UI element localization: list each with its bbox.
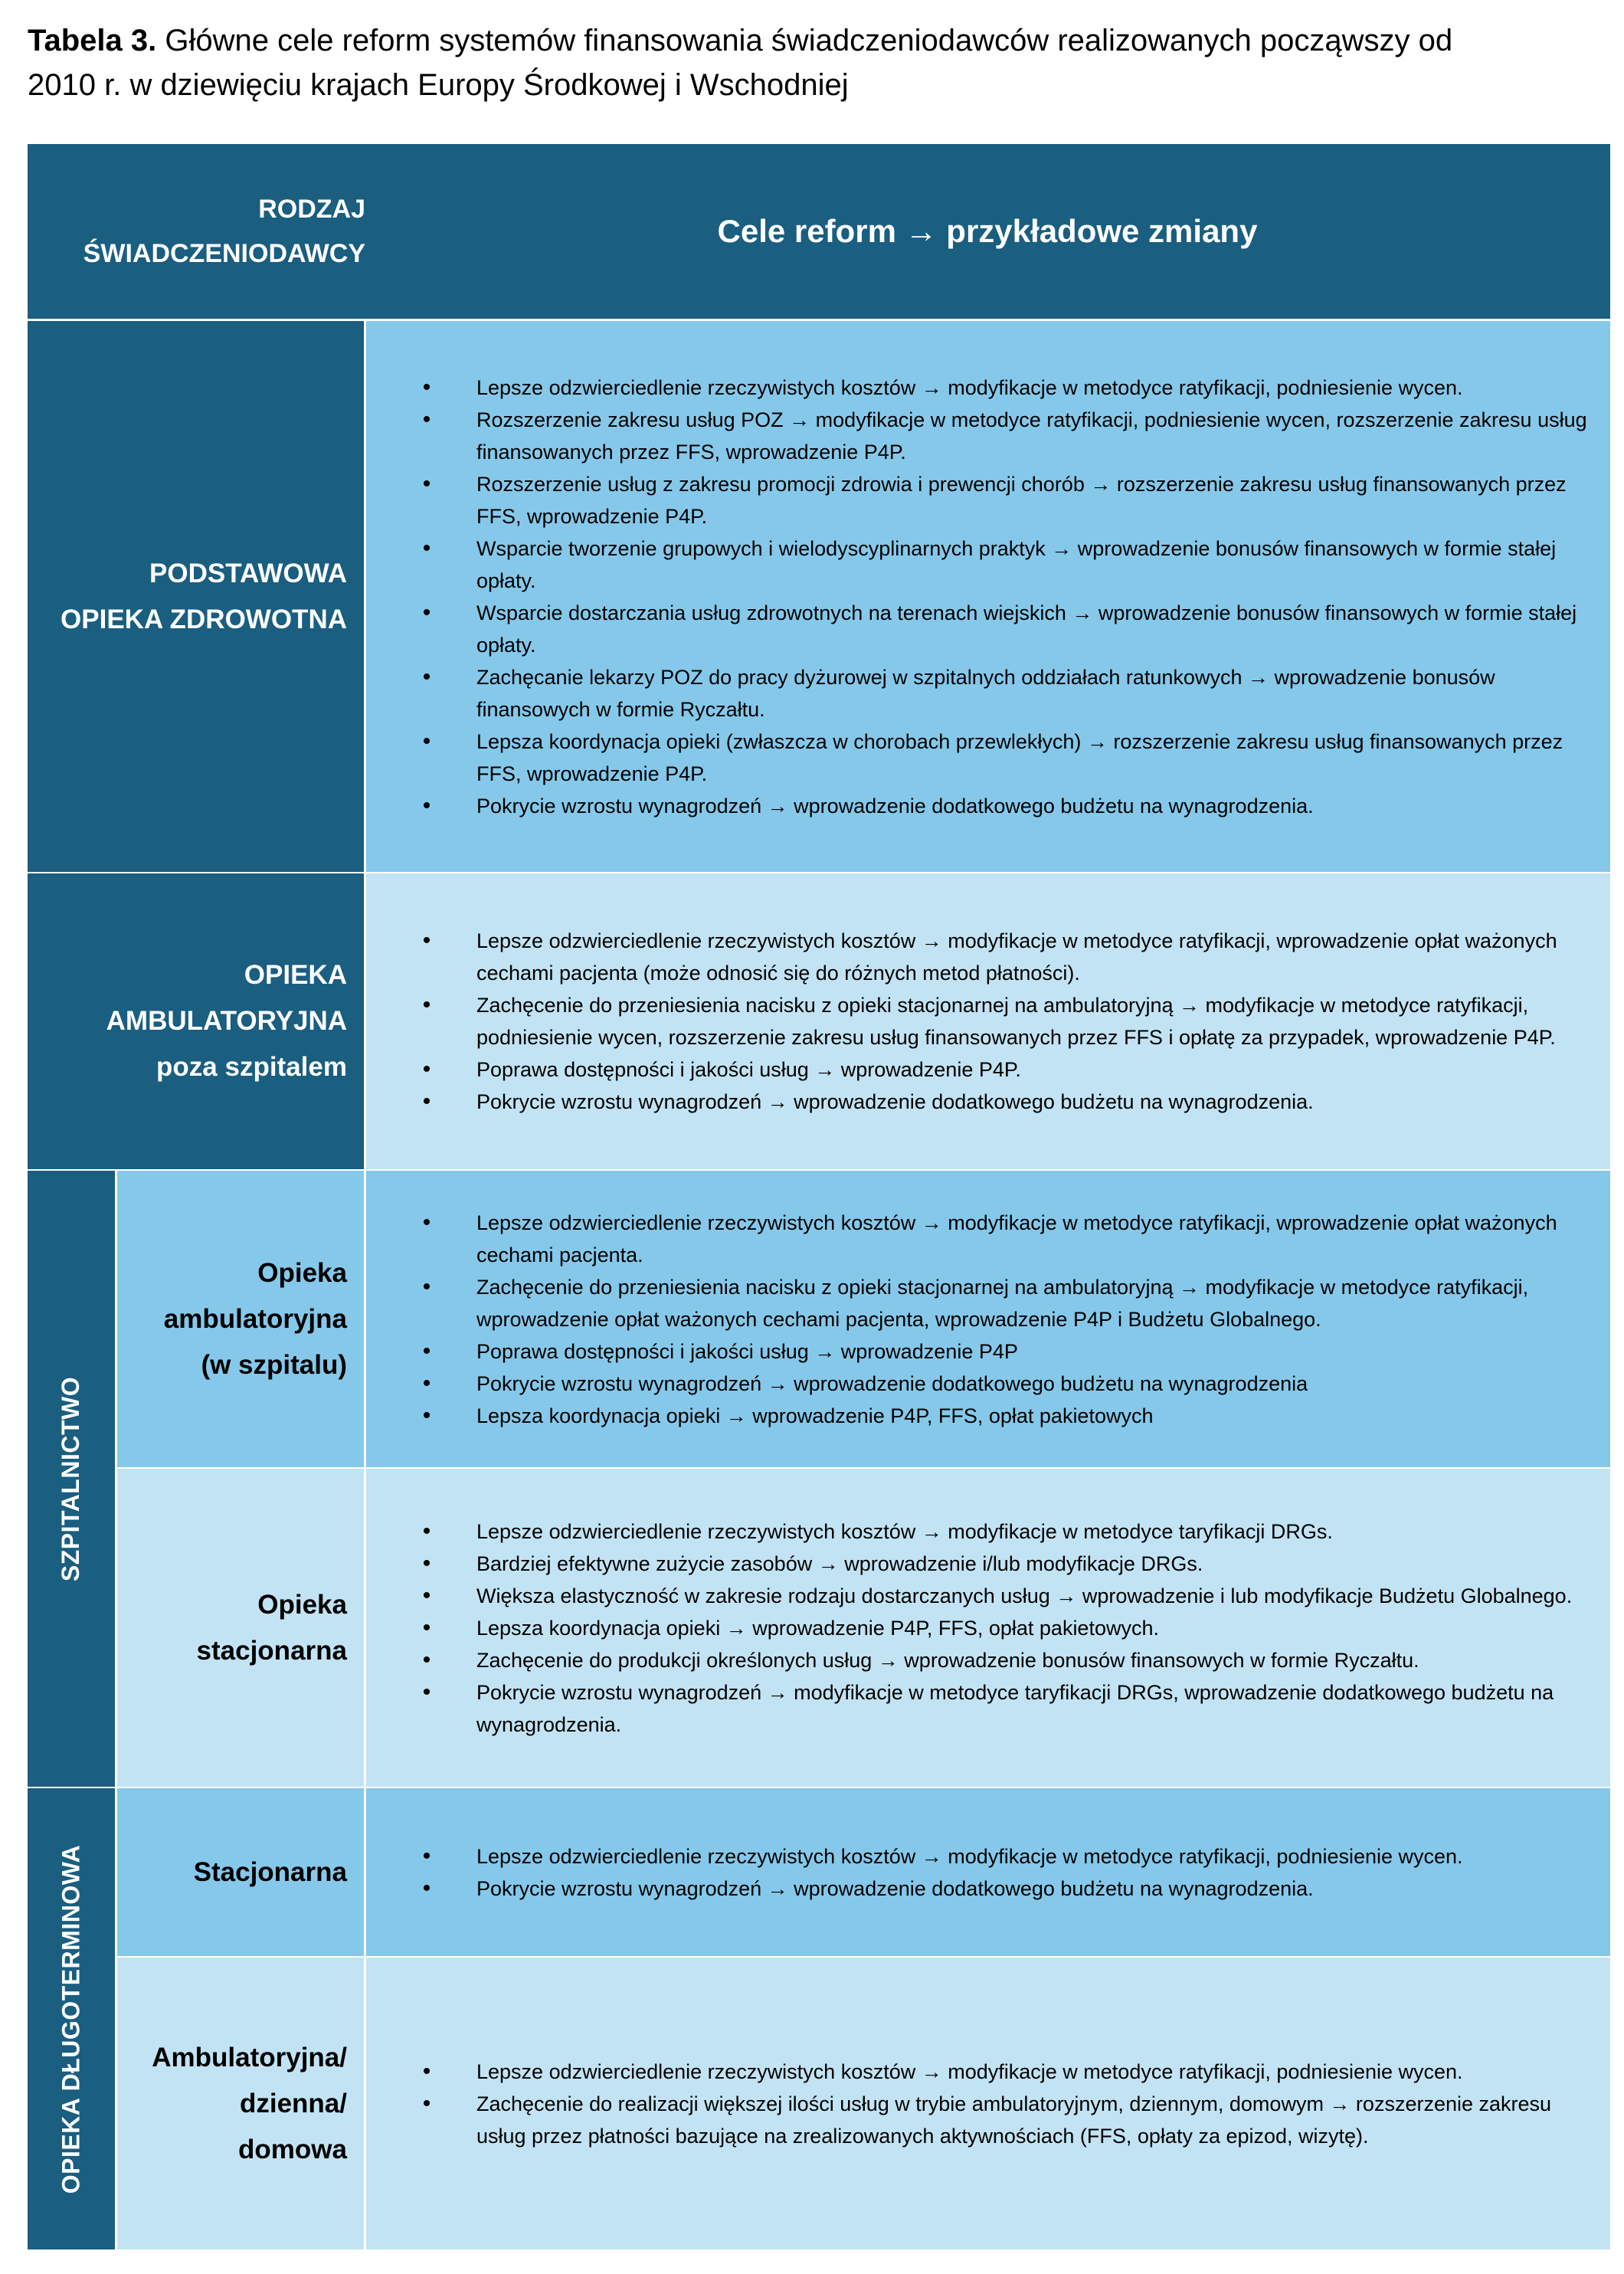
goal-text: Lepsza koordynacja opieki → wprowadzenie P4P, FFS, opłat pakietowych.	[476, 1616, 1159, 1640]
header-provider-type	[83, 144, 365, 319]
header-provider-type-line1: RODZAJ	[258, 195, 365, 224]
bullet-icon: •	[422, 1582, 431, 1608]
bullet-icon: •	[422, 1647, 431, 1673]
goal-text: Lepsze odzwierciedlenie rzeczywistych kosztów → modyfikacje w metodyce ratyfikacji, podniesienie wycen.	[476, 1844, 1463, 1868]
goal-item	[415, 1335, 1592, 1368]
goal-item	[415, 404, 1592, 468]
goal-text: Zachęcanie lekarzy POZ do pracy dyżurowej w szpitalnych oddziałach ratunkowych → wprowadzenie bonusów finansowych w formie Ryczałtu.	[476, 665, 1495, 721]
row-label-line: PODSTAWOWA	[149, 558, 347, 588]
goal-item	[415, 1271, 1592, 1335]
goal-text: Poprawa dostępności i jakości usług → wprowadzenie P4P.	[476, 1058, 1021, 1081]
header-goals: Cele reform → przykładowe zmiany	[717, 213, 1258, 249]
goal-item	[415, 1515, 1592, 1548]
group-label-long-term-care	[28, 1788, 115, 2249]
goal-text: Pokrycie wzrostu wynagrodzeń → wprowadzenie dodatkowego budżetu na wynagrodzenia.	[476, 1090, 1314, 1113]
goal-text: Zachęcenie do przeniesienia nacisku z opieki stacjonarnej na ambulatoryjną → modyfikacje w metodyce ratyfikacji, podniesienie wycen, rozszerzenie zakresu usług finansowanych przez FFS i opłatę za przypadek, wprowadzenie P4P.	[476, 994, 1556, 1049]
goal-text: Pokrycie wzrostu wynagrodzeń → modyfikacje w metodyce taryfikacji DRGs, wprowadzenie dodatkowego budżetu na wynagrodzenia.	[476, 1680, 1554, 1736]
bullet-icon: •	[422, 1402, 431, 1428]
bullet-icon: •	[422, 1209, 431, 1235]
goal-text: Pokrycie wzrostu wynagrodzeń → wprowadzenie dodatkowego budżetu na wynagrodzenia.	[476, 1876, 1314, 1900]
row-label-long-term-inpatient	[117, 1788, 364, 1956]
bullet-icon: •	[422, 992, 431, 1017]
goals-list	[415, 1207, 1592, 1432]
bullet-icon: •	[422, 1089, 431, 1114]
goal-text: Lepsza koordynacja opieki (zwłaszcza w chorobach przewlekłych) → rozszerzenie zakresu usług finansowanych przez FFS, wprowadzenie P4P.	[476, 729, 1563, 785]
table-caption	[28, 18, 1624, 107]
goal-item	[415, 925, 1592, 989]
goal-item	[415, 2056, 1592, 2088]
row-label-hospital-outpatient	[117, 1171, 364, 1467]
goal-item	[415, 468, 1592, 532]
row-content-long-term-outpatient	[366, 1958, 1610, 2249]
goals-list	[415, 2056, 1592, 2152]
bullet-icon: •	[422, 1614, 431, 1640]
goal-item	[415, 372, 1592, 404]
bullet-icon: •	[422, 1370, 431, 1396]
bullet-icon: •	[422, 1875, 431, 1901]
goal-item	[415, 1053, 1592, 1086]
goal-text: Rozszerzenie zakresu usług POZ → modyfikacje w metodyce ratyfikacji, podniesienie wycen, rozszerzenie zakresu usług finansowanych przez FFS, wprowadzenie P4P.	[476, 408, 1587, 464]
bullet-icon: •	[422, 728, 431, 754]
row-label-line: (w szpitalu)	[201, 1349, 347, 1380]
bullet-icon: •	[422, 1843, 431, 1869]
bullet-icon: •	[422, 792, 431, 818]
bullet-icon: •	[422, 599, 431, 625]
goal-item	[415, 1840, 1592, 1873]
goals-list	[415, 925, 1592, 1118]
table-header	[28, 144, 1610, 319]
goal-item	[415, 1644, 1592, 1676]
caption-text-line2: 2010 r. w dziewięciu krajach Europy Środkowej i Wschodniej	[28, 68, 849, 102]
goal-item	[415, 1873, 1592, 1905]
goal-text: Większa elastyczność w zakresie rodzaju dostarczanych usług → wprowadzenie i lub modyfikacje Budżetu Globalnego.	[476, 1584, 1573, 1607]
goal-item	[415, 1548, 1592, 1580]
goal-text: Wsparcie dostarczania usług zdrowotnych na terenach wiejskich → wprowadzenie bonusów finansowych w formie stałej opłaty.	[476, 601, 1577, 657]
bullet-icon: •	[422, 2058, 431, 2084]
goal-text: Pokrycie wzrostu wynagrodzeń → wprowadzenie dodatkowego budżetu na wynagrodzenia.	[476, 794, 1314, 818]
goal-item	[415, 532, 1592, 597]
bullet-icon: •	[422, 1273, 431, 1299]
caption-text-line1: Główne cele reform systemów finansowania świadczeniodawców realizowanych począwszy od	[165, 24, 1453, 57]
goal-item	[415, 790, 1592, 822]
goals-list	[415, 1840, 1592, 1905]
row-label-inpatient	[117, 1469, 364, 1787]
bullet-icon: •	[422, 928, 431, 953]
row-label-line: OPIEKA	[244, 960, 347, 990]
group-label-long-term-care-text: OPIEKA DŁUGOTERMINOWA	[57, 1844, 85, 2194]
bullet-icon: •	[422, 664, 431, 690]
row-content-outpatient-care	[366, 873, 1610, 1169]
goal-text: Zachęcenie do przeniesienia nacisku z opieki stacjonarnej na ambulatoryjną → modyfikacje w metodyce ratyfikacji, wprowadzenie opłat ważonych cechami pacjenta, wprowadzenie P4P i Budżetu Globalnego.	[476, 1275, 1529, 1331]
goal-item	[415, 989, 1592, 1053]
goal-text: Lepsze odzwierciedlenie rzeczywistych kosztów → modyfikacje w metodyce ratyfikacji, podniesienie wycen.	[476, 2059, 1463, 2083]
reform-goals-table	[28, 144, 1610, 2249]
goal-item	[415, 1580, 1592, 1612]
goal-text: Lepsze odzwierciedlenie rzeczywistych kosztów → modyfikacje w metodyce ratyfikacji, wprowadzenie opłat ważonych cechami pacjenta (może odnosić się do różnych metod płatności).	[476, 929, 1557, 985]
goal-item	[415, 2088, 1592, 2152]
group-label-hospital	[28, 1171, 115, 1787]
row-label-line: Ambulatoryjna/	[152, 2042, 347, 2072]
goal-text: Zachęcenie do realizacji większej ilości usług w trybie ambulatoryjnym, dziennym, domowym → rozszerzenie zakresu usług przez płatności bazujące na zrealizowanych aktywnościach (FFS, opłaty za epizod, wizytę).	[476, 2092, 1552, 2148]
goal-text: Wsparcie tworzenie grupowych i wielodyscyplinarnych praktyk → wprowadzenie bonusów finansowych w formie stałej opłaty.	[476, 536, 1557, 592]
goal-text: Zachęcenie do produkcji określonych usług → wprowadzenie bonusów finansowych w formie Ryczałtu.	[476, 1648, 1419, 1672]
goals-list	[415, 372, 1592, 822]
goal-item	[415, 597, 1592, 661]
goal-text: Rozszerzenie usług z zakresu promocji zdrowia i prewencji chorób → rozszerzenie zakresu usług finansowanych przez FFS, wprowadzenie P4P.	[476, 472, 1567, 528]
goal-item	[415, 726, 1592, 790]
goal-item	[415, 1207, 1592, 1271]
row-label-line: ambulatoryjna	[163, 1303, 347, 1334]
row-label-line: OPIEKA ZDROWOTNA	[61, 604, 347, 634]
bullet-icon: •	[422, 1550, 431, 1576]
row-label-line: Opieka	[257, 1589, 347, 1620]
goal-text: Pokrycie wzrostu wynagrodzeń → wprowadzenie dodatkowego budżetu na wynagrodzenia	[476, 1371, 1308, 1395]
row-content-long-term-inpatient	[366, 1788, 1610, 1956]
goal-text: Lepsze odzwierciedlenie rzeczywistych kosztów → modyfikacje w metodyce taryfikacji DRGs.	[476, 1519, 1333, 1543]
goal-item	[415, 1368, 1592, 1400]
goal-item	[415, 1676, 1592, 1741]
row-label-line: dzienna/	[239, 2088, 347, 2118]
row-label-line: Opieka	[257, 1257, 347, 1288]
row-label-primary-care	[28, 321, 364, 872]
row-label-long-term-outpatient	[117, 1958, 364, 2249]
bullet-icon: •	[422, 535, 431, 561]
row-label-line: stacjonarna	[196, 1635, 347, 1666]
row-label-line: Stacjonarna	[193, 1856, 347, 1887]
goal-text: Lepsze odzwierciedlenie rzeczywistych kosztów → modyfikacje w metodyce ratyfikacji, wprowadzenie opłat ważonych cechami pacjenta.	[476, 1211, 1557, 1266]
row-label-line: poza szpitalem	[156, 1052, 347, 1082]
bullet-icon: •	[422, 470, 431, 496]
row-label-outpatient-care	[28, 873, 364, 1169]
goals-list	[415, 1515, 1592, 1741]
row-label-line: AMBULATORYJNA	[106, 1006, 347, 1036]
caption-label: Tabela 3.	[28, 24, 157, 57]
goal-text: Poprawa dostępności i jakości usług → wprowadzenie P4P	[476, 1339, 1018, 1363]
goal-item	[415, 1400, 1592, 1432]
goal-text: Lepsze odzwierciedlenie rzeczywistych kosztów → modyfikacje w metodyce ratyfikacji, podniesienie wycen.	[476, 375, 1463, 399]
row-content-hospital-outpatient	[366, 1171, 1610, 1467]
bullet-icon: •	[422, 2090, 431, 2116]
bullet-icon: •	[422, 406, 431, 432]
header-provider-type-line2: ŚWIADCZENIODAWCY	[83, 239, 365, 268]
group-label-hospital-text: SZPITALNICTWO	[57, 1376, 85, 1581]
bullet-icon: •	[422, 1338, 431, 1364]
goal-item	[415, 1086, 1592, 1118]
bullet-icon: •	[422, 374, 431, 400]
goal-text: Lepsza koordynacja opieki → wprowadzenie P4P, FFS, opłat pakietowych	[476, 1404, 1154, 1427]
goal-item	[415, 661, 1592, 726]
goal-text: Bardziej efektywne zużycie zasobów → wprowadzenie i/lub modyfikacje DRGs.	[476, 1551, 1203, 1575]
row-content-inpatient	[366, 1469, 1610, 1787]
bullet-icon: •	[422, 1679, 431, 1705]
bullet-icon: •	[422, 1057, 431, 1082]
bullet-icon: •	[422, 1518, 431, 1544]
row-label-line: domowa	[238, 2134, 347, 2164]
goal-item	[415, 1612, 1592, 1644]
row-content-primary-care	[366, 321, 1610, 872]
